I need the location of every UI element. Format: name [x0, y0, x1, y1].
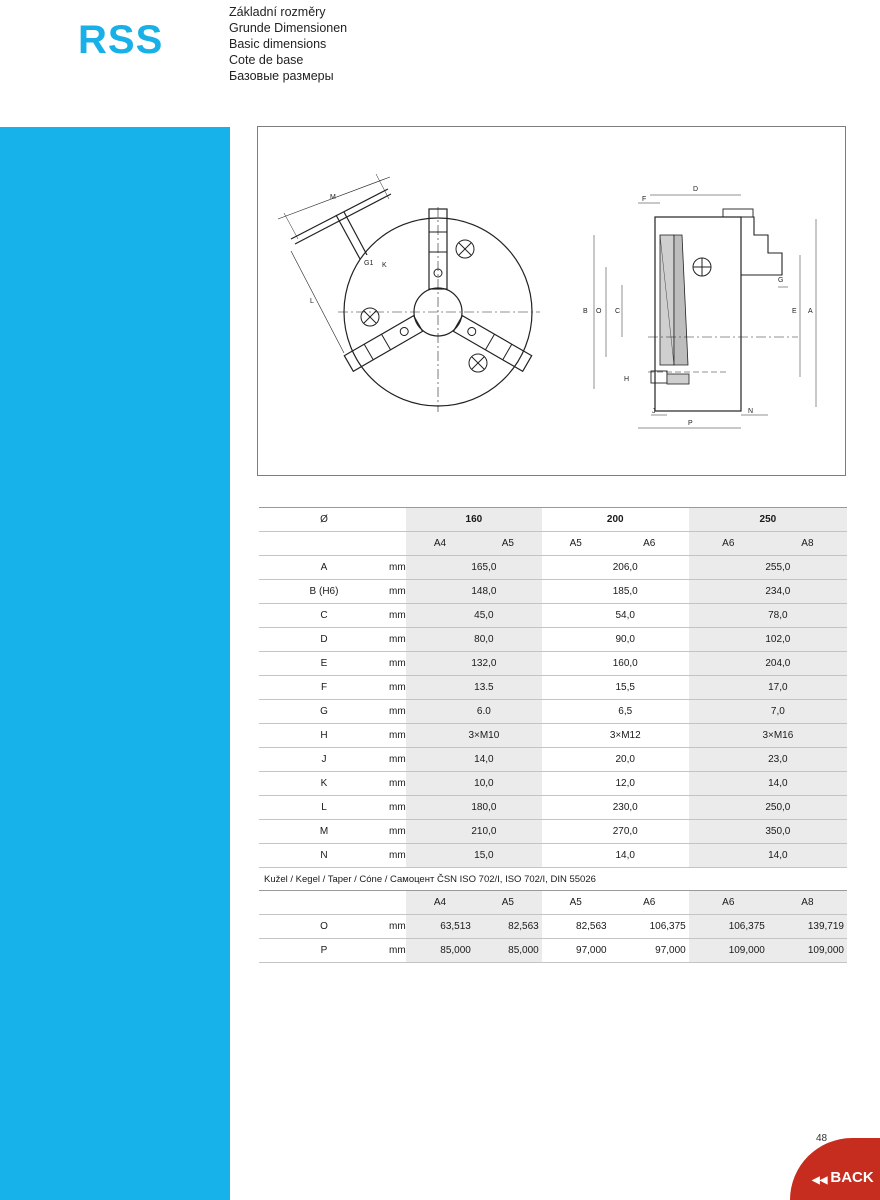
title-en: Basic dimensions [229, 37, 327, 51]
dim-row [259, 604, 847, 628]
dim-value: 15,5 [542, 676, 689, 700]
dim-label-o: O [596, 308, 602, 315]
unit-label: mm [389, 748, 406, 772]
dim-value: 180,0 [406, 796, 542, 820]
dim-value: 148,0 [406, 580, 542, 604]
size-header-row [259, 508, 847, 532]
dim-label-p: P [688, 420, 693, 427]
dim-row [259, 820, 847, 844]
dim-label: P [259, 939, 389, 963]
taper-header-row [259, 891, 847, 915]
unit-label: mm [389, 820, 406, 844]
dim-label: H [259, 724, 389, 748]
unit-label: mm [389, 604, 406, 628]
unit-label: mm [389, 796, 406, 820]
unit-label: mm [389, 724, 406, 748]
dim-label: K [259, 772, 389, 796]
dim-label-k: K [382, 262, 387, 269]
dim-value: 165,0 [406, 556, 542, 580]
mount-header: A5 [474, 891, 542, 915]
dim-value: 80,0 [406, 628, 542, 652]
taper-value: 97,000 [610, 939, 689, 963]
size-header: 160 [406, 508, 542, 532]
dim-row [259, 676, 847, 700]
dim-label: L [259, 796, 389, 820]
blank-cell [389, 891, 406, 915]
unit-label: mm [389, 556, 406, 580]
taper-note-row [259, 868, 847, 891]
dim-row [259, 748, 847, 772]
unit-label: mm [389, 652, 406, 676]
dim-row [259, 556, 847, 580]
dim-value: 6,5 [542, 700, 689, 724]
mount-header: A6 [689, 891, 768, 915]
dimension-table [259, 507, 847, 963]
size-header: 200 [542, 508, 689, 532]
dim-row [259, 796, 847, 820]
side-band [0, 127, 230, 1200]
unit-label: mm [389, 580, 406, 604]
product-logo: RSS [78, 18, 164, 62]
dim-label-l: L [310, 298, 314, 305]
mount-header: A4 [406, 891, 474, 915]
dim-label-c: C [615, 308, 621, 315]
mount-header: A5 [474, 532, 542, 556]
title-cz: Základní rozměry [229, 5, 326, 19]
dim-row [259, 844, 847, 868]
dim-value: 15,0 [406, 844, 542, 868]
dim-value: 13.5 [406, 676, 542, 700]
dim-value: 7,0 [689, 700, 847, 724]
taper-value: 97,000 [542, 939, 610, 963]
dim-value: 250,0 [689, 796, 847, 820]
taper-row [259, 939, 847, 963]
title-de: Grunde Dimensionen [229, 21, 348, 35]
unit-label: mm [389, 939, 406, 963]
mount-header: A8 [768, 532, 847, 556]
taper-value: 63,513 [406, 915, 474, 939]
blank-cell [259, 532, 389, 556]
unit-label: mm [389, 772, 406, 796]
dim-label-n: N [748, 408, 754, 415]
taper-value: 85,000 [474, 939, 542, 963]
dim-value: 234,0 [689, 580, 847, 604]
page-titles [229, 4, 347, 84]
dim-value: 12,0 [542, 772, 689, 796]
mount-header: A6 [610, 532, 689, 556]
dim-label: A [259, 556, 389, 580]
unit-label: mm [389, 844, 406, 868]
dim-value: 102,0 [689, 628, 847, 652]
taper-value: 82,563 [474, 915, 542, 939]
unit-blank [389, 508, 406, 532]
dim-label-f: F [642, 196, 647, 203]
mount-header: A4 [406, 532, 474, 556]
dim-value: 23,0 [689, 748, 847, 772]
dim-label-m: M [330, 194, 336, 201]
front-view [278, 174, 540, 412]
dim-label-g1: G1 [364, 260, 374, 267]
dim-value: 132,0 [406, 652, 542, 676]
mount-header-row [259, 532, 847, 556]
dim-value: 204,0 [689, 652, 847, 676]
dim-value: 17,0 [689, 676, 847, 700]
dim-label-d: D [693, 186, 699, 193]
dim-value: 160,0 [542, 652, 689, 676]
dim-value: 210,0 [406, 820, 542, 844]
dim-label: E [259, 652, 389, 676]
dim-value: 270,0 [542, 820, 689, 844]
dim-value: 3×M10 [406, 724, 542, 748]
unit-label: mm [389, 700, 406, 724]
taper-value: 106,375 [689, 915, 768, 939]
dim-row [259, 652, 847, 676]
dim-label: C [259, 604, 389, 628]
dim-value: 90,0 [542, 628, 689, 652]
dim-label: B (H6) [259, 580, 389, 604]
dim-label: O [259, 915, 389, 939]
mount-header: A8 [768, 891, 847, 915]
mount-header: A6 [689, 532, 768, 556]
taper-value: 109,000 [768, 939, 847, 963]
dim-value: 230,0 [542, 796, 689, 820]
taper-value: 109,000 [689, 939, 768, 963]
dim-value: 14,0 [406, 748, 542, 772]
dim-label-j: J [652, 408, 656, 415]
dim-value: 3×M12 [542, 724, 689, 748]
diameter-label: Ø [259, 508, 389, 532]
chuck-drawing [258, 127, 847, 477]
size-header: 250 [689, 508, 847, 532]
taper-value: 82,563 [542, 915, 610, 939]
dim-label-h: H [624, 376, 630, 383]
dim-value: 185,0 [542, 580, 689, 604]
dim-value: 45,0 [406, 604, 542, 628]
taper-value: 139,719 [768, 915, 847, 939]
dim-label: D [259, 628, 389, 652]
dim-value: 54,0 [542, 604, 689, 628]
taper-note: Kužel / Kegel / Taper / Cóne / Самоцент ČSN ISO 702/I, ISO 702/I, DIN 55026 [259, 868, 847, 891]
technical-drawing [257, 126, 846, 476]
dim-row [259, 724, 847, 748]
mount-header: A5 [542, 891, 610, 915]
dim-label: F [259, 676, 389, 700]
dim-label-e: E [792, 308, 797, 315]
unit-label: mm [389, 676, 406, 700]
dim-row [259, 628, 847, 652]
dim-value: 20,0 [542, 748, 689, 772]
mount-header: A5 [542, 532, 610, 556]
title-ru: Базовые размеры [229, 69, 334, 83]
title-fr: Cote de base [229, 53, 304, 67]
dim-label-a: A [808, 308, 813, 315]
dim-value: 78,0 [689, 604, 847, 628]
dim-value: 14,0 [689, 844, 847, 868]
dim-label: M [259, 820, 389, 844]
dim-label: N [259, 844, 389, 868]
dim-value: 206,0 [542, 556, 689, 580]
dim-label: J [259, 748, 389, 772]
back-label: BACK [830, 1169, 874, 1186]
dim-label: G [259, 700, 389, 724]
dim-value: 3×M16 [689, 724, 847, 748]
dim-value: 6.0 [406, 700, 542, 724]
taper-value: 85,000 [406, 939, 474, 963]
unit-label: mm [389, 628, 406, 652]
taper-row [259, 915, 847, 939]
dim-label-g: G [778, 277, 784, 284]
side-view [583, 186, 816, 428]
dim-label-b: B [583, 308, 588, 315]
dim-value: 14,0 [689, 772, 847, 796]
back-button[interactable] [790, 1138, 880, 1200]
dim-value: 10,0 [406, 772, 542, 796]
mount-header: A6 [610, 891, 689, 915]
dim-row [259, 772, 847, 796]
dim-value: 14,0 [542, 844, 689, 868]
dim-row [259, 700, 847, 724]
dim-value: 350,0 [689, 820, 847, 844]
back-arrow-icon: ◀◀ [812, 1175, 828, 1186]
blank-cell [389, 532, 406, 556]
blank-cell [259, 891, 389, 915]
dim-row [259, 580, 847, 604]
unit-label: mm [389, 915, 406, 939]
page-number: 48 [816, 1133, 828, 1144]
taper-value: 106,375 [610, 915, 689, 939]
dim-value: 255,0 [689, 556, 847, 580]
